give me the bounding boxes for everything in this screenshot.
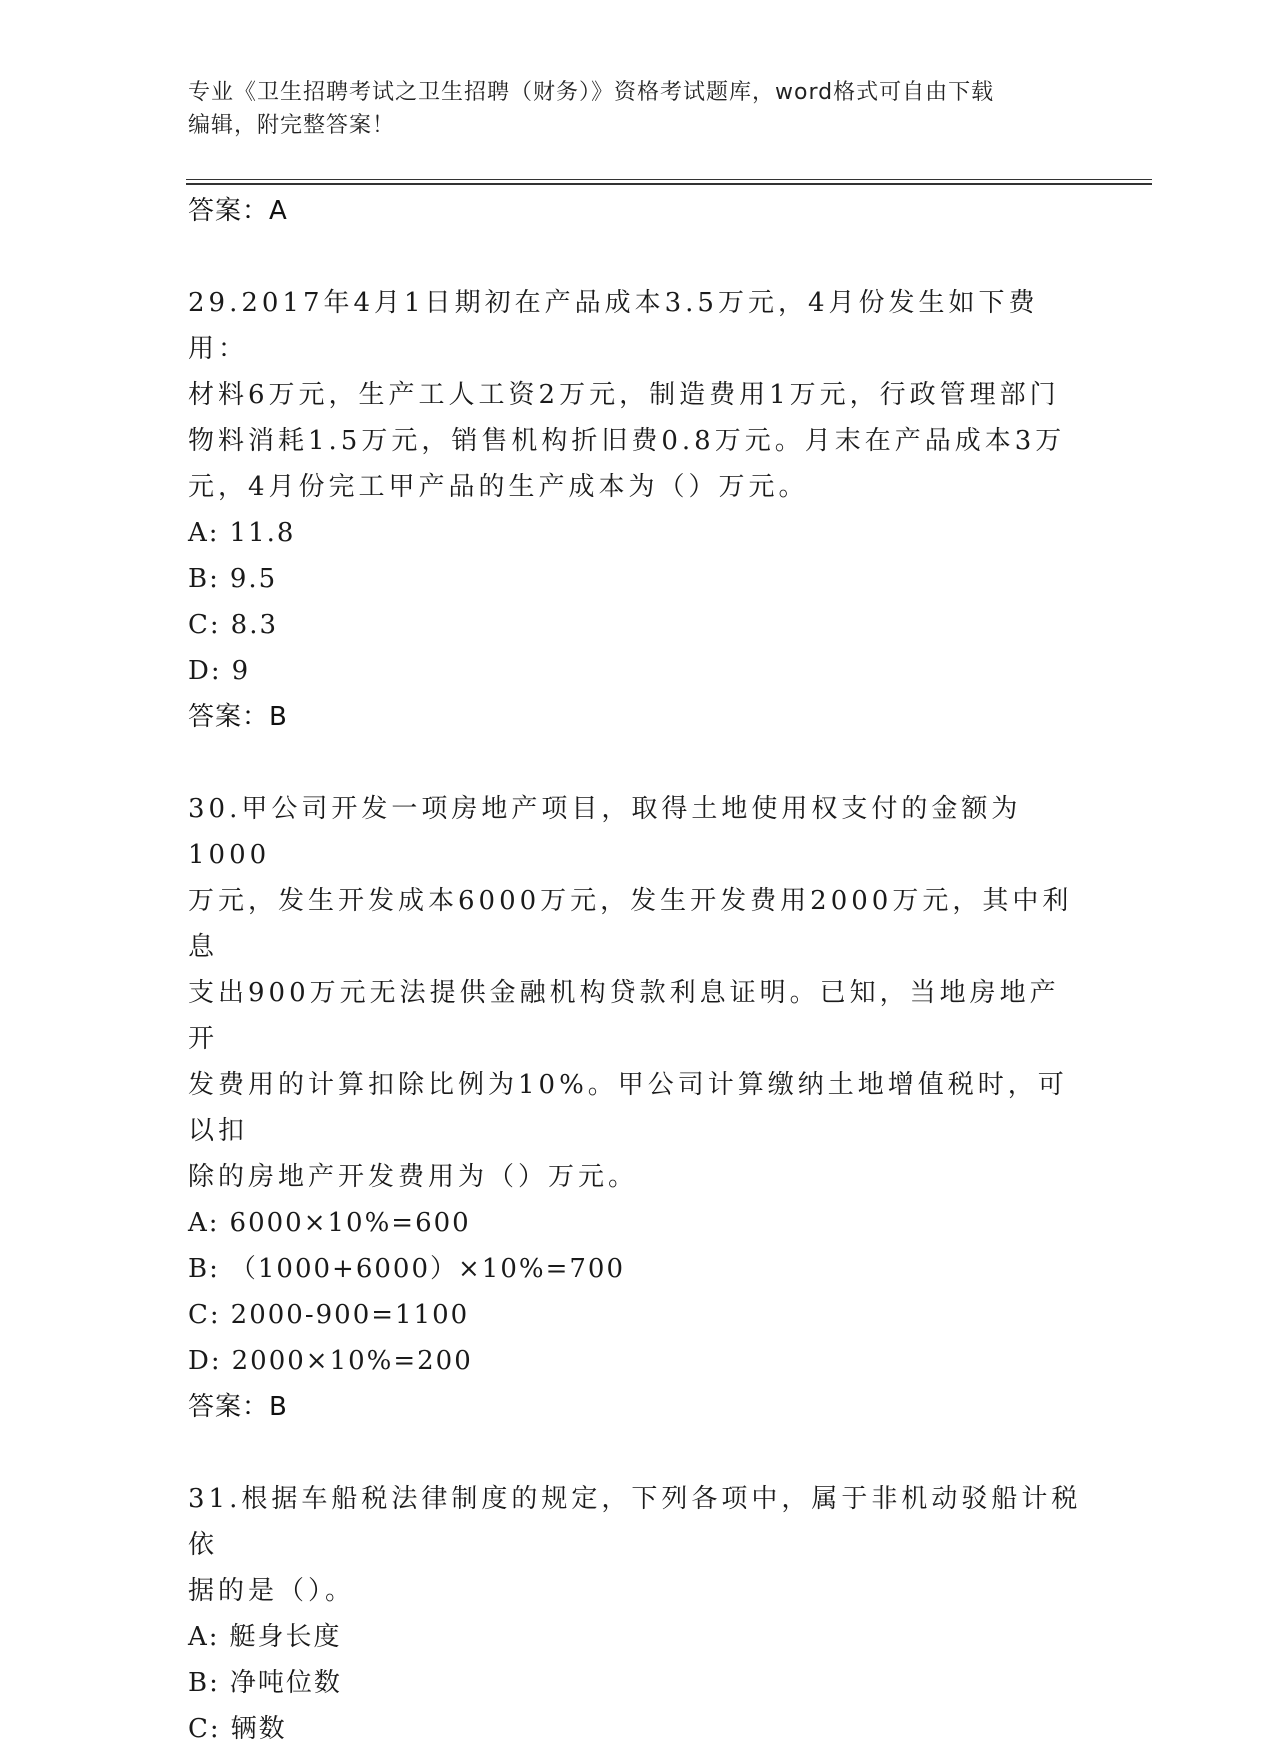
option-text: 2000-900=1100 — [230, 1300, 470, 1330]
option-letter: C: — [188, 1300, 221, 1330]
option-letter: B: — [188, 564, 220, 594]
option-text: 11.8 — [229, 518, 296, 548]
option-a — [188, 1614, 1088, 1660]
answer-previous: 答案：A — [188, 196, 288, 226]
question-text-line: 物料消耗1.5万元，销售机构折旧费0.8万元。月末在产品成本3万 — [188, 426, 1066, 456]
option-text: 9 — [231, 656, 251, 686]
question-29 — [188, 280, 1088, 740]
option-letter: A: — [188, 1622, 220, 1652]
spacer — [188, 740, 1088, 786]
question-text-line: 29.2017年4月1日期初在产品成本3.5万元，4月份发生如下费用： — [188, 288, 1039, 364]
option-text: 6000×10%=600 — [229, 1208, 471, 1238]
option-b — [188, 1660, 1088, 1706]
page-header — [188, 76, 1088, 142]
question-31 — [188, 1476, 1088, 1752]
option-text: 8.3 — [230, 610, 279, 640]
option-letter: C: — [188, 610, 221, 640]
option-letter: D: — [188, 656, 222, 686]
option-letter: C: — [188, 1714, 221, 1744]
answer-29: 答案：B — [188, 702, 288, 732]
option-text: （1000+6000）×10%=700 — [229, 1254, 625, 1284]
option-c — [188, 1706, 1088, 1752]
question-text-line: 元，4月份完工甲产品的生产成本为（）万元。 — [188, 472, 809, 502]
option-letter: A: — [188, 518, 220, 548]
question-text-line: 30.甲公司开发一项房地产项目，取得土地使用权支付的金额为1000 — [188, 794, 1022, 870]
header-rule-thin — [186, 179, 1152, 180]
option-b — [188, 1246, 1088, 1292]
question-text-line: 据的是（）。 — [188, 1576, 356, 1606]
header-rule-thick — [186, 183, 1152, 185]
question-text-line: 材料6万元，生产工人工资2万元，制造费用1万元，行政管理部门 — [188, 380, 1060, 410]
question-text-line: 发费用的计算扣除比例为10%。甲公司计算缴纳土地增值税时，可以扣 — [188, 1070, 1068, 1146]
header-line-1: 专业《卫生招聘考试之卫生招聘（财务）》资格考试题库，word格式可自由下载 — [188, 80, 995, 105]
question-text-line: 支出900万元无法提供金融机构贷款利息证明。已知，当地房地产开 — [188, 978, 1060, 1054]
question-text-line: 万元，发生开发成本6000万元，发生开发费用2000万元，其中利息 — [188, 886, 1073, 962]
option-a — [188, 1200, 1088, 1246]
spacer — [188, 1430, 1088, 1476]
option-text: 艇身长度 — [229, 1622, 342, 1652]
option-d — [188, 648, 1088, 694]
option-a — [188, 510, 1088, 556]
question-text-line: 31.根据车船税法律制度的规定，下列各项中，属于非机动驳船计税依 — [188, 1484, 1082, 1560]
option-c — [188, 1292, 1088, 1338]
option-letter: B: — [188, 1254, 220, 1284]
option-letter: B: — [188, 1668, 220, 1698]
header-line-2: 编辑，附完整答案！ — [188, 113, 396, 138]
option-text: 净吨位数 — [229, 1668, 342, 1698]
option-text: 9.5 — [229, 564, 278, 594]
document-body — [188, 188, 1088, 1752]
question-30 — [188, 786, 1088, 1430]
option-b — [188, 556, 1088, 602]
option-letter: D: — [188, 1346, 222, 1376]
option-d — [188, 1338, 1088, 1384]
spacer — [188, 234, 1088, 280]
option-c — [188, 602, 1088, 648]
option-letter: A: — [188, 1208, 220, 1238]
question-text-line: 除的房地产开发费用为（）万元。 — [188, 1162, 639, 1192]
option-text: 2000×10%=200 — [231, 1346, 473, 1376]
option-text: 辆数 — [230, 1714, 287, 1744]
answer-30: 答案：B — [188, 1392, 288, 1422]
